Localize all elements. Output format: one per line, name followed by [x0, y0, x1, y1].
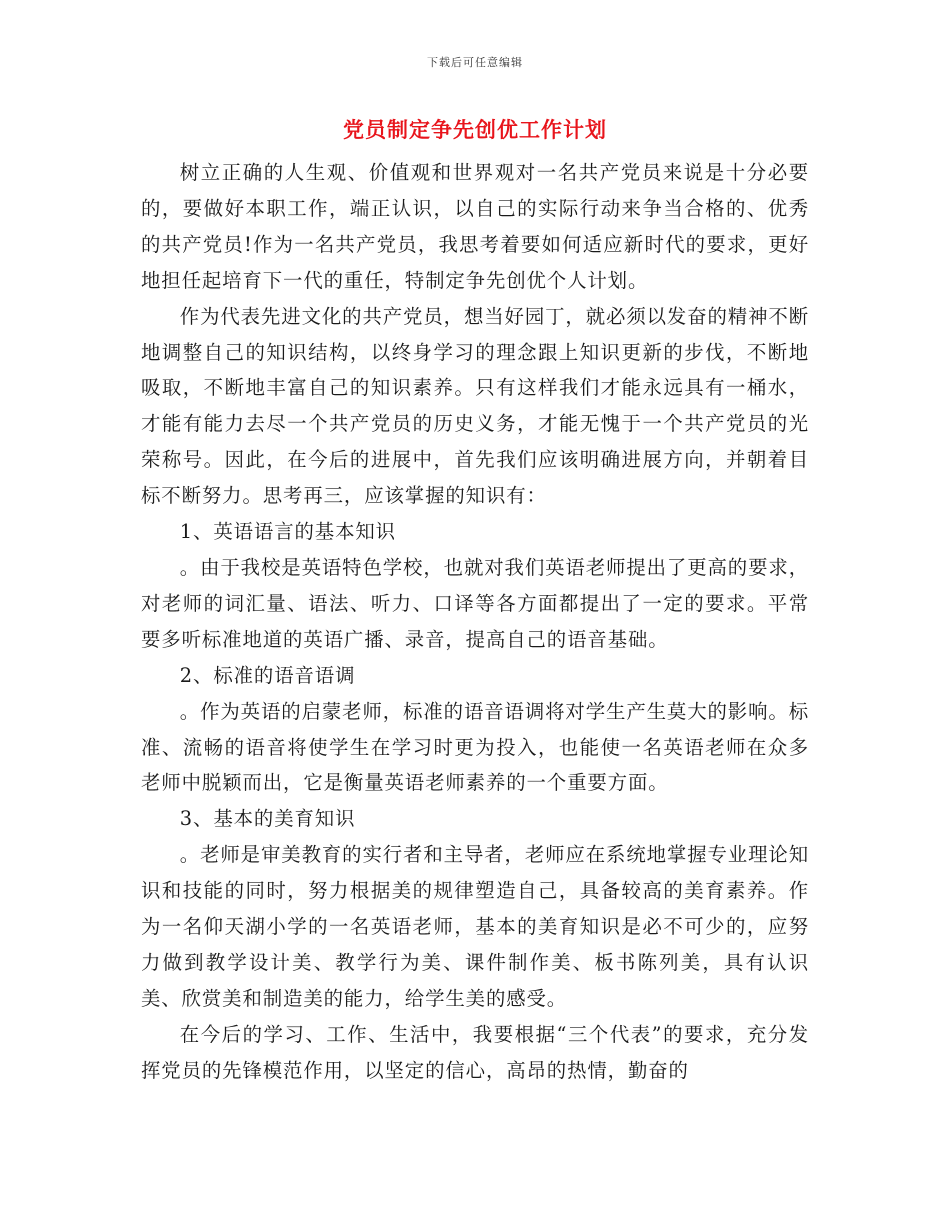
paragraph-knowledge: 作为代表先进文化的共产党员，想当好园丁，就必须以发奋的精神不断地调整自己的知识结构，以终身学习的理念跟上知识更新的步伐，不断地吸取，不断地丰富自己的知识素养。只有这样我们才能永远具有一桶水，才能有能力去尽一个共产党员的历史义务，才能无愧于一个共产党员的光荣称号。因此，在今后的进展中，首先我们应该明确进展方向，并朝着目标不断努力。思考再三，应该掌握的知识有：: [141, 304, 809, 508]
paragraph-pronunciation: 。作为英语的启蒙老师，标准的语音语调将对学生产生莫大的影响。标准、流畅的语音将使学生在学习时更为投入，也能使一名英语老师在众多老师中脱颖而出，它是衡量英语老师素养的一个重要方面。: [141, 699, 809, 795]
section-heading-english: 1、英语语言的基本知识: [179, 520, 396, 544]
document-body: [141, 155, 809, 1089]
paragraph-aesthetics: 。老师是审美教育的实行者和主导者，老师应在系统地掌握专业理论知识和技能的同时，努力根据美的规律塑造自己，具备较高的美育素养。作为一名仰天湖小学的一名英语老师，基本的美育知识是必不可少的，应努力做到教学设计美、教学行为美、课件制作美、板书陈列美，具有认识美、欣赏美和制造美的能力，给学生美的感受。: [141, 843, 809, 1010]
paragraph-intro: 树立正确的人生观、价值观和世界观对一名共产党员来说是十分必要的，要做好本职工作，端正认识，以自己的实际行动来争当合格的、优秀的共产党员!作为一名共产党员，我思考着要如何适应新时代的要求，更好地担任起培育下一代的重任，特制定争先创优个人计划。: [141, 161, 809, 292]
document-title: 党员制定争先创优工作计划: [343, 117, 607, 142]
page-header-note: 下载后可任意编辑: [427, 56, 523, 69]
section-heading-aesthetics: 3、基本的美育知识: [179, 807, 356, 831]
paragraph-conclusion: 在今后的学习、工作、生活中，我要根据“三个代表”的要求，充分发挥党员的先锋模范作用，以坚定的信心，高昂的热情，勤奋的: [141, 1022, 809, 1082]
paragraph-english: 。由于我校是英语特色学校，也就对我们英语老师提出了更高的要求，对老师的词汇量、语法、听力、口译等各方面都提出了一定的要求。平常要多听标准地道的英语广播、录音，提高自己的语音基础。: [141, 555, 809, 651]
section-heading-pronunciation: 2、标准的语音语调: [179, 663, 356, 687]
